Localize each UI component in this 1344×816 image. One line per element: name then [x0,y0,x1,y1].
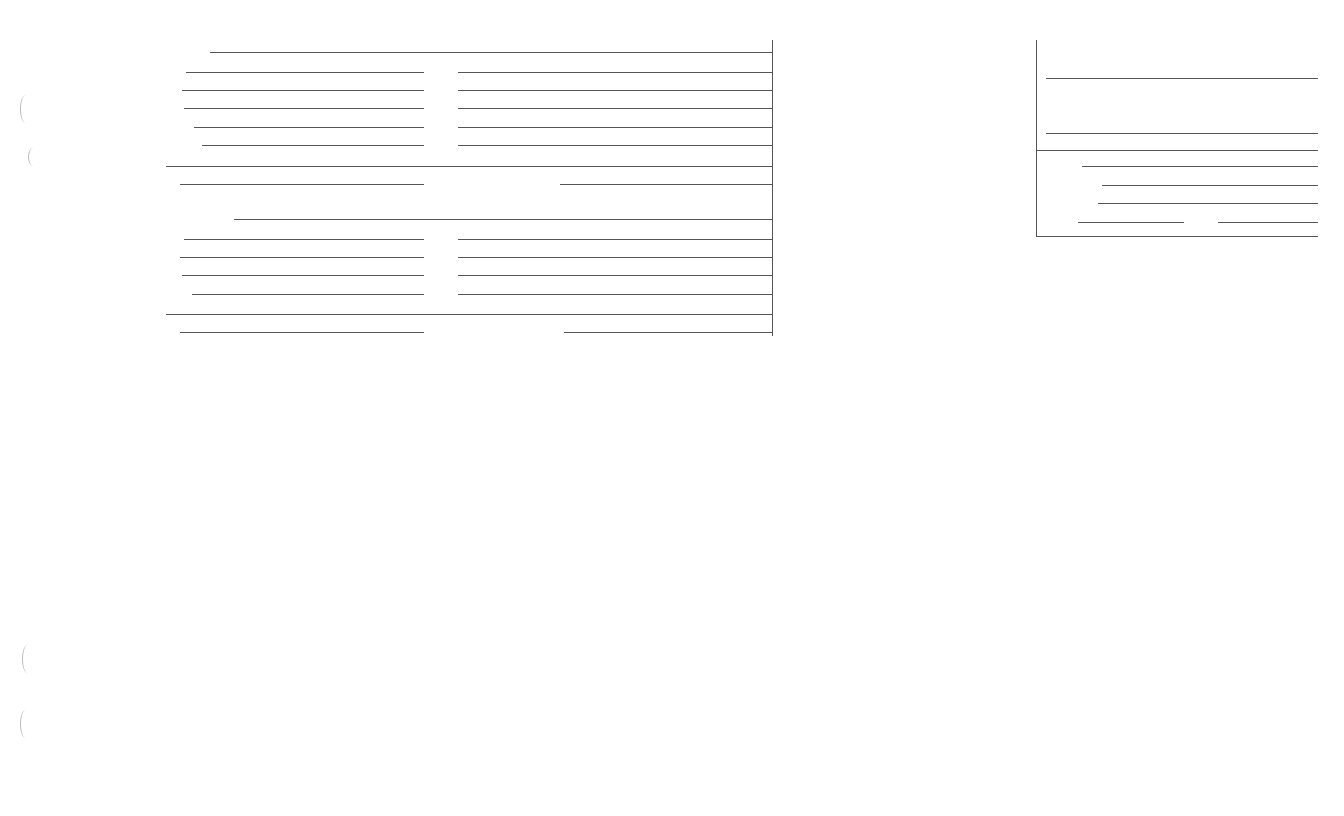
punch-hole-1 [20,95,31,123]
wife-buried-where-line [458,294,772,295]
other-husb-line [166,314,772,315]
husband-buried-where-line [458,127,772,128]
husband-married-where-line [458,145,772,146]
summary-wife-line [1046,133,1318,134]
husband-died-where-line [458,108,772,109]
husband-christened-where-line [458,90,772,91]
husband-name-line [210,52,772,53]
punch-hole-3 [22,645,33,673]
husband-married-line [202,145,424,146]
punch-hole-4 [20,710,31,738]
compiler-date-line [1082,166,1318,167]
compiler-city-line [1078,222,1184,223]
punch-hole-2 [28,148,39,166]
husband-buried-line [194,127,424,128]
wife-christened-line [180,257,424,258]
summary-divider [1036,150,1318,151]
compiler-state-line [1218,222,1318,223]
wife-died-line [182,275,424,276]
summary-box-left [1036,40,1037,236]
wife-died-where-line [458,275,772,276]
husband-died-line [184,108,424,109]
husband-born-where-line [458,72,772,73]
wife-born-line [184,239,424,240]
his-father-line [180,184,424,185]
wife-born-where-line [458,239,772,240]
summary-husband-line [1046,78,1318,79]
wife-buried-line [192,294,424,295]
center-divider [772,40,773,336]
husband-born-line [186,72,424,73]
her-father-line [180,332,424,333]
husband-christened-line [182,90,424,91]
other-wives-line [166,166,772,167]
his-mother-line [560,184,772,185]
wife-christened-where-line [458,257,772,258]
compiler-address-line [1098,203,1318,204]
compiler-compiler-line [1102,185,1318,186]
summary-box-bottom [1036,236,1318,237]
wife-name-line [234,219,772,220]
her-mother-line [564,332,772,333]
